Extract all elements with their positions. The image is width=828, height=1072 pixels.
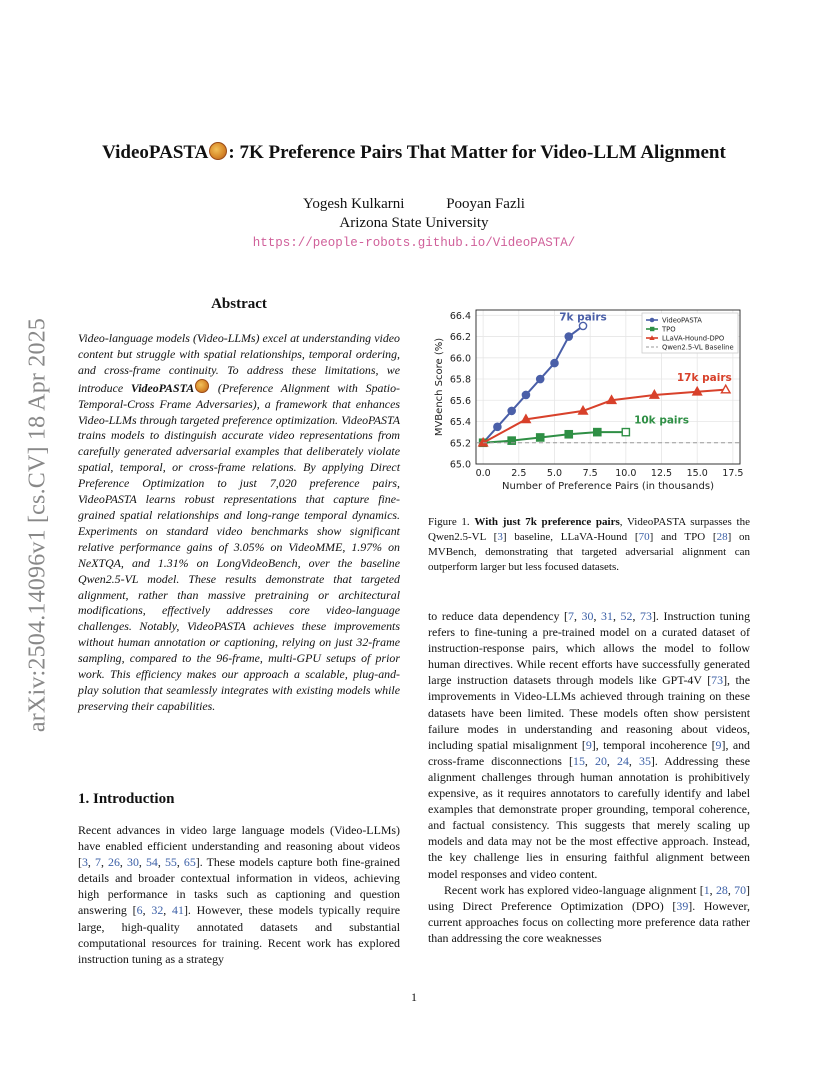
legend-marker: [650, 327, 654, 331]
text-run: ,: [606, 753, 617, 768]
x-tick-label: 12.5: [650, 468, 673, 479]
paragraph-text: [428, 883, 750, 945]
intro-left-column: [78, 822, 400, 967]
project-url-link[interactable]: https://people-robots.github.io/VideoPASTA/: [252, 236, 576, 250]
x-tick-label: 15.0: [686, 468, 708, 479]
y-tick-label: 66.2: [449, 332, 471, 344]
abstract-part: Video-language models (Video-LLMs) excel at understanding video content but struggle with spatial relationships, temporal ordering, and cross-frame continuity. To address these limitations, we introduce: [78, 331, 400, 395]
citation-link[interactable]: 15: [573, 753, 585, 768]
citation-link[interactable]: 7: [567, 609, 574, 623]
citation-link[interactable]: 70: [734, 882, 747, 897]
chart-annotation: 7k pairs: [559, 311, 607, 324]
citation-link[interactable]: 52: [620, 609, 633, 623]
citation-link[interactable]: 7: [95, 855, 101, 870]
pasta-icon: [209, 142, 227, 160]
text-run: ] and TPO [: [649, 531, 717, 543]
text-run: ,: [727, 882, 735, 897]
figure-caption: [428, 515, 750, 575]
abstract-part: (Preference Alignment with Spatio-Temporal-Cross Frame Adversaries), a framework that enhances Video-LLMs through targeted preference optimization. VideoPASTA trains models to distinguish accurate video representations from carefully generated adversarial examples that deliberately violate spatial, temporal, or cross-frame relations. By applying Direct Preference Optimization to just 7,020 preference pairs, VideoPASTA learns robust representations that capture fine-grained spatial relationships and long-range temporal dynamics. Experiments on standard video benchmarks show significant relative performance gains of 3.05% on VideoMME, 1.97% on NeXTQA, and 1.31% on LongVideoBench, over the baseline Qwen2.5-VL model. These results demonstrate that targeted alignment, rather than massive pretraining or architectural modifications, effectively addresses core video-language challenges. Notably, VideoPASTA achieves these improvements without human annotation or captioning, relying on just 32-frame sampling, compared to the 96-frame, multi-GPU setups of prior work. This efficiency makes our approach a scalable, plug-and-play solution that seamlessly integrates with existing models while preserving their capabilities.: [78, 380, 400, 713]
citation-link[interactable]: 28: [716, 531, 728, 543]
data-point: [565, 431, 572, 438]
text-run: ,: [163, 903, 173, 918]
method-name: VideoPASTA: [130, 380, 195, 395]
y-axis-label: MVBench Score (%): [434, 337, 445, 437]
text-run: ]. However, these models typically require large, high-quality annotated datasets and substantial computational resources for training. Recent work has explored instruction tuning as a strategy: [78, 903, 400, 966]
text-run: ,: [119, 855, 127, 870]
text-run: ,: [87, 855, 95, 870]
text-run: , VideoPASTA surpasses the Qwen2.5-VL [: [428, 516, 750, 543]
text-run: ] on MVBench, demonstrating that targeted adversarial alignment can outperform larger but less focused datasets.: [428, 531, 750, 573]
text-run: ,: [612, 609, 621, 623]
text-run: ,: [100, 855, 109, 870]
author-name: Yogesh Kulkarni: [303, 196, 405, 212]
page-number: 1: [411, 990, 417, 1004]
citation-link[interactable]: 73: [640, 609, 652, 623]
text-run: ,: [157, 855, 165, 870]
text-run: ,: [709, 882, 716, 897]
abstract-heading: Abstract: [211, 296, 267, 312]
x-tick-label: 7.5: [582, 468, 598, 479]
citation-link[interactable]: 3: [497, 531, 503, 543]
text-run: ,: [573, 609, 582, 623]
legend-label: Qwen2.5-VL Baseline: [662, 343, 734, 352]
title-name: VideoPASTA: [102, 142, 209, 163]
x-tick-label: 17.5: [722, 468, 744, 479]
citation-link[interactable]: 73: [711, 673, 724, 688]
data-point: [522, 391, 529, 398]
text-run: ,: [176, 855, 184, 870]
x-axis-label: Number of Preference Pairs (in thousands): [502, 481, 714, 492]
citation-link[interactable]: 35: [639, 753, 651, 768]
author-list: [60, 196, 768, 213]
arxiv-identifier: arXiv:2504.14096v1 [cs.CV] 18 Apr 2025: [24, 317, 51, 733]
data-point: [622, 429, 629, 436]
citation-link[interactable]: 31: [601, 609, 613, 623]
data-point: [565, 333, 572, 340]
text-run: ,: [142, 903, 152, 918]
citation-link[interactable]: 39: [676, 898, 689, 913]
text-run: ,: [138, 855, 146, 870]
text-run: ] using Direct Preference Optimization (DPO) [: [428, 882, 751, 913]
citation-link[interactable]: 70: [638, 531, 650, 543]
data-point: [537, 434, 544, 441]
author-name: Pooyan Fazli: [446, 196, 525, 212]
arxiv-sidebar: [18, 285, 58, 765]
mvbench-line-chart: [428, 300, 750, 502]
citation-link[interactable]: 26: [108, 855, 120, 870]
text-run: ], the improvements in Video-LLMs achieved through training on these datasets have been limited. These models often show persistent failure modes in understanding and reasoning about videos, including spatial misalignment [: [428, 673, 750, 752]
title-rest: : 7K Preference Pairs That Matter for Video-LLM Alignment: [228, 142, 726, 163]
text-run: to reduce data dependency [: [428, 609, 568, 623]
citation-link[interactable]: 55: [164, 855, 177, 870]
y-tick-label: 66.4: [449, 310, 471, 322]
y-tick-label: 65.6: [449, 395, 471, 407]
x-tick-label: 2.5: [511, 468, 527, 479]
y-tick-label: 66.0: [449, 353, 471, 365]
intro-paragraph: [78, 823, 400, 966]
y-tick-label: 65.4: [449, 417, 471, 429]
citation-link[interactable]: 32: [151, 903, 164, 918]
citation-link[interactable]: 30: [127, 855, 139, 870]
citation-link[interactable]: 1: [703, 882, 710, 897]
x-tick-label: 5.0: [546, 468, 563, 479]
y-tick-label: 65.0: [449, 459, 471, 471]
text-run: Recent advances in video large language models (Video-LLMs) have enabled efficient understanding and reasoning about videos [: [78, 823, 400, 870]
text-run: ]. Instruction tuning refers to fine-tuning a pre-trained model on a curated dataset of instruction-response pairs, which allows the model to follow human directives. While recent efforts have successfully generated large instruction datasets through models like GPT-4V [: [428, 609, 751, 688]
section-heading-introduction: 1. Introduction: [78, 791, 175, 807]
legend-marker: [650, 318, 655, 323]
chart-annotation: 10k pairs: [634, 414, 689, 427]
legend-label: LLaVA-Hound-DPO: [662, 334, 725, 343]
x-tick-label: 0.0: [475, 468, 491, 479]
text-run: Recent work has explored video-language alignment [: [444, 882, 704, 897]
data-point: [494, 423, 501, 430]
citation-link[interactable]: 41: [172, 903, 184, 918]
legend-label: TPO: [662, 325, 676, 334]
intro-paragraph: [428, 882, 750, 946]
data-point: [537, 375, 544, 382]
data-point: [551, 360, 558, 367]
caption-label: Figure 1.: [428, 516, 475, 528]
citation-link[interactable]: 65: [183, 855, 196, 870]
citation-link[interactable]: 9: [585, 737, 592, 752]
citation-link[interactable]: 3: [81, 855, 88, 870]
citation-link[interactable]: 24: [617, 753, 629, 768]
text-run: ], temporal incoherence [: [591, 737, 716, 752]
affiliation: Arizona State University: [339, 215, 489, 231]
chart-annotation: 17k pairs: [676, 372, 732, 385]
citation-link[interactable]: 20: [595, 753, 607, 768]
legend-label: VideoPASTA: [662, 316, 702, 325]
pasta-icon: [195, 379, 209, 393]
citation-link[interactable]: 30: [581, 609, 594, 623]
text-run: ] baseline, LLaVA-Hound [: [502, 531, 639, 543]
paragraph-text: [428, 609, 750, 881]
paper-title: [60, 142, 768, 164]
text-run: ,: [593, 609, 602, 623]
y-tick-label: 65.8: [449, 374, 471, 386]
citation-link[interactable]: 54: [145, 855, 158, 870]
text-run: ,: [632, 609, 641, 623]
text-run: ]. These models capture both fine-grained details and broader contextual information in videos, achieving high performance in tasks such as captioning and question answering [: [78, 855, 400, 918]
text-run: ]. However, current approaches focus on collecting more preference data rather than addressing the core weaknesses: [428, 898, 751, 945]
x-tick-label: 10.0: [615, 468, 637, 479]
text-run: ,: [584, 753, 595, 768]
data-point: [508, 407, 515, 414]
data-point: [594, 429, 601, 436]
intro-paragraph: [428, 608, 750, 882]
y-tick-label: 65.2: [449, 438, 471, 450]
text-run: ,: [628, 753, 639, 768]
text-run: ], and cross-frame disconnections [: [428, 737, 750, 768]
text-run: ]. Addressing these alignment challenges through human annotation is prohibitively expensive, as it requires annotators to carefully identify and label examples that demonstrate proper grounding, temporal coherence, and factual consistency. This suggests that merely scaling up models and data may not be the most effective approach. Instead, the key challenge lies in ensuring faithful alignment between model responses and video content.: [428, 753, 751, 881]
abstract-text: [78, 331, 400, 715]
intro-right-column: [428, 608, 750, 946]
caption-emphasis: With just 7k preference pairs: [474, 516, 620, 528]
citation-link[interactable]: 28: [715, 882, 728, 897]
citation-link[interactable]: 9: [715, 737, 722, 752]
citation-link[interactable]: 6: [136, 903, 143, 918]
series-line-llava-hound-dpo: [483, 390, 726, 443]
